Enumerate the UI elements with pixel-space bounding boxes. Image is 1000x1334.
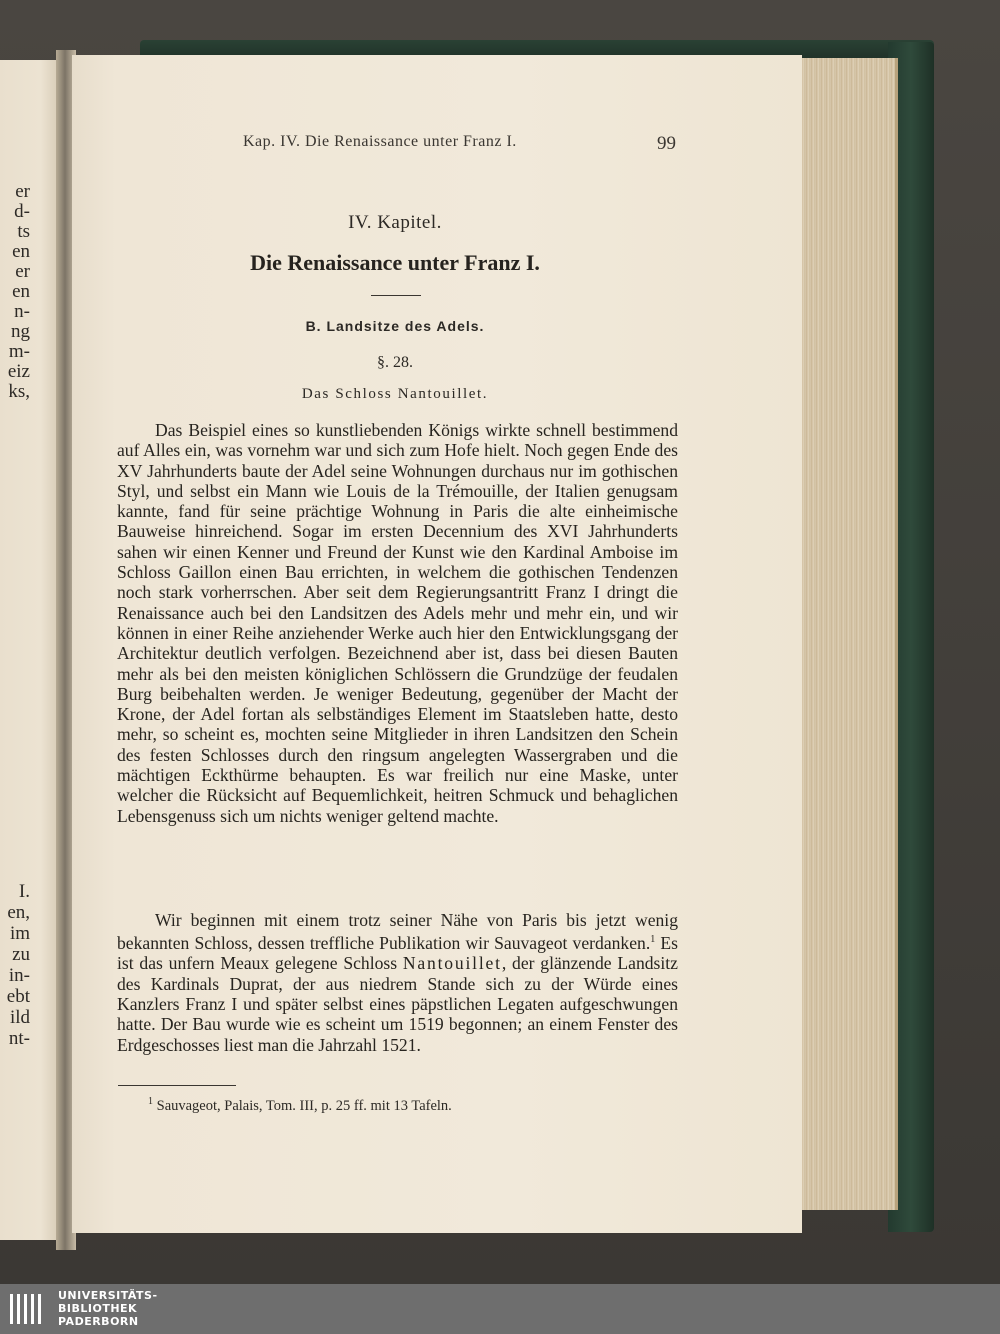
left-page-fragment: ts: [17, 221, 30, 242]
paragraph-2-text: Es ist das unfern Meaux gelegene Schloss: [117, 933, 678, 974]
footnote-rule: [118, 1085, 236, 1086]
section-heading: B. Landsitze des Adels.: [305, 318, 485, 334]
body-paragraph-1: Das Beispiel eines so kunstliebenden Königs wirkte schnell bestimmend auf Alles ein, was vornehm war und sich zum Hofe hielt. Noch gegen Ende des XV Jahrhunderts baute der Adel seine Wohnungen durchaus nur im gothischen Styl, und selbst ein Mann wie Louis de la Trémouille, der Italien genugsam kannte, fand für seine prächtige Wohnung in Paris die alte einheimische Bauweise hinreichend. Sogar im ersten Decennium des XVI Jahrhunderts sahen wir einen Kenner und Freund der Kunst wie den Kardinal Amboise im Schloss Gaillon einen Bau errichten, in welchem die gothischen Tendenzen noch stark vorherrschen. Aber seit dem Regierungsantritt Franz I dringt die Renaissance auch bei den Landsitzen des Adels mehr und mehr ein, und wir können in einer Reihe anziehender Werke auch hier den Entwicklungsgang der Architektur deutlich verfolgen. Bezeichnend aber ist, dass bei diesen Bauten mehr als bei den meisten königlichen Schlössern die Grundzüge der feudalen Burg beibehalten werden. Je weniger Bedeutung, gegenüber der Macht der Krone, der Adel fortan als selbständiges Element im Staatsleben hatte, desto mehr, so scheint es, mochten seine Mitglieder in ihren Landsitzen den Schein des festen Schlosses durch den ringsum angelegten Wassergraben und die mächtigen Eckthürme behaupten. Es war freilich nur eine Maske, unter welcher die Rücksicht auf Bequemlichkeit, heitren Schmuck und behaglichen Lebensgenuss sich um nichts weniger geltend machte.: [117, 420, 678, 826]
library-name: [58, 1289, 158, 1328]
left-page-fragment: ebt: [6, 986, 30, 1007]
left-page-fragment: ks,: [8, 381, 30, 402]
footnote-reference: 1: [650, 934, 656, 946]
page-edges: [800, 58, 898, 1210]
left-page-fragment: im: [9, 923, 30, 944]
left-page-fragment: zu: [12, 944, 30, 965]
page-number: 99: [657, 133, 676, 154]
left-page-fragment: nt-: [8, 1028, 30, 1049]
footnote-mark: 1: [148, 1096, 153, 1107]
left-page-fragment: I.: [18, 881, 30, 902]
left-page-fragment: en,: [7, 902, 30, 923]
left-page-fragment: d-: [14, 201, 30, 222]
left-page-fragment: er: [15, 261, 30, 282]
left-page-fragment: er: [15, 181, 30, 202]
left-page-fragment: ild: [9, 1007, 30, 1028]
library-logo-icon: [8, 1292, 44, 1326]
subheading: Das Schloss Nantouillet.: [301, 386, 489, 402]
running-head: Kap. IV. Die Renaissance unter Franz I.: [243, 133, 517, 150]
body-paragraph-2: [117, 910, 678, 1055]
library-footer: [0, 1284, 1000, 1334]
left-page-fragment: en: [12, 281, 30, 302]
library-name-line: PADERBORN: [58, 1315, 139, 1328]
chapter-number: IV. Kapitel.: [348, 212, 442, 233]
library-name-line: BIBLIOTHEK: [58, 1302, 138, 1315]
left-page-fragment: n-: [14, 301, 30, 322]
chapter-title: Die Renaissance unter Franz I.: [250, 250, 540, 275]
left-page: [0, 60, 58, 1240]
left-page-fragment: en: [12, 241, 30, 262]
paragraph-2-text: Wir beginnen mit einem trotz seiner Nähe von Paris bis jetzt wenig bekannten Schloss, dessen treffliche Publikation wir Sauvageot verdanken.: [117, 910, 678, 954]
left-page-fragment: in-: [8, 965, 30, 986]
left-page-fragment: eiz: [7, 361, 30, 382]
spaced-name: Nantouillet: [402, 953, 502, 974]
left-page-fragment: m-: [8, 341, 30, 362]
left-page-fragment: ng: [11, 321, 30, 342]
paragraph-number: §. 28.: [377, 354, 413, 371]
library-name-line: UNIVERSITÄTS-: [58, 1289, 158, 1302]
paragraph-2-text: , der glänzende Landsitz des Kardinals Duprat, der aus niedrem Stande sich zu der Würde eines Kanzlers Franz I und später selbst eines päpstlichen Legaten aufgeschwungen hatte. Der Bau wurde wie es scheint um 1519 begonnen; an einem Fenster des Erdgeschosses liest man die Jahrzahl 1521.: [117, 953, 678, 1055]
footnote-text: Sauvageot, Palais, Tom. III, p. 25 ff. mit 13 Tafeln.: [153, 1097, 452, 1114]
footnote: [148, 1096, 452, 1115]
title-rule: [371, 295, 421, 296]
